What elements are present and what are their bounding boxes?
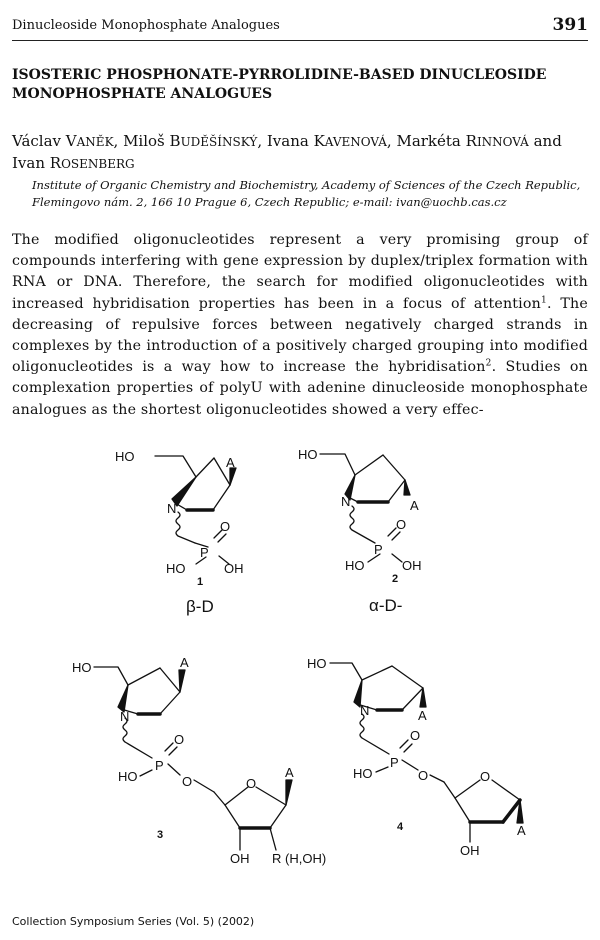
label-p: P	[374, 542, 383, 557]
paper-title	[12, 66, 588, 104]
chemical-scheme	[0, 430, 600, 880]
label-ho: HO	[307, 656, 327, 671]
label-n: N	[120, 709, 130, 724]
label-ho: HO	[115, 449, 135, 464]
label-o: O	[246, 776, 257, 791]
label-p: P	[155, 758, 164, 773]
label-o: O	[174, 732, 185, 747]
label-n: N	[167, 501, 177, 516]
label-o: O	[410, 728, 421, 743]
stereo-label-beta: β-D	[186, 597, 214, 616]
reference-1: 1	[541, 294, 547, 305]
label-o: O	[182, 774, 193, 789]
structure-compound-2	[320, 454, 410, 562]
compound-number-3: 3	[157, 829, 164, 841]
label-o: O	[220, 519, 231, 534]
label-r-group: R (H,OH)	[272, 851, 327, 866]
compound-number-2: 2	[392, 573, 399, 585]
title-line-1: ISOSTERIC PHOSPHONATE-PYRROLIDINE-BASED DINUCLEOSIDE	[12, 67, 547, 83]
label-o: O	[418, 768, 429, 783]
label-n: N	[360, 703, 370, 718]
label-oh: OH	[230, 851, 250, 866]
structure-compound-4	[330, 663, 523, 842]
body-paragraph: The modified oligonucleotides represent a very promising group of compounds interfering with gene expression by duplex/triplex formation with RNA or DNA. Therefore, the search for modified oligonucleotides with increased hybridisation properties has been in a focus of attention$^1$. The decreasing of repulsive forces between negatively charged strands in complexes by the introduction of a positively charged grouping into modified oligonucleotides is a way how to increase the hybridisation$^2$. Studies on complexation properties of polyU with adenine dinucleoside monophosphate analogues as the shortest oligonucleotides showed a very effec-	[12, 232, 588, 418]
label-a: A	[418, 708, 427, 723]
label-p: P	[390, 755, 399, 770]
page-number: 391	[552, 15, 588, 35]
label-a: A	[180, 655, 189, 670]
label-o: O	[480, 769, 491, 784]
label-a: A	[410, 498, 419, 513]
affiliation	[32, 177, 588, 211]
title-line-2: MONOPHOSPHATE ANALOGUES	[12, 86, 273, 102]
label-ho: HO	[353, 766, 373, 781]
label-ho: HO	[72, 660, 92, 675]
compound-number-4: 4	[397, 821, 404, 833]
label-a: A	[517, 823, 526, 838]
label-n: N	[341, 494, 351, 509]
affiliation-line-2: Flemingovo nám. 2, 166 10 Prague 6, Czech Republic; e-mail: ivan@uochb.cas.cz	[32, 195, 507, 209]
footer-series: Collection Symposium Series (Vol. 5) (2002)	[12, 915, 255, 928]
compound-number-1: 1	[197, 576, 204, 588]
affiliation-line-1: Institute of Organic Chemistry and Biochemistry, Academy of Sciences of the Czech Republic,	[32, 178, 581, 192]
label-ho: HO	[298, 447, 318, 462]
label-a: A	[226, 455, 235, 470]
running-title: Dinucleoside Monophosphate Analogues	[12, 18, 280, 33]
header-rule	[12, 40, 588, 41]
structure-compound-3	[94, 667, 292, 850]
label-p: P	[200, 545, 209, 560]
label-oh: OH	[224, 561, 244, 576]
author-list: Václav VANĚK, Miloš BUDĚŠÍNSKÝ, Ivana KAVENOVÁ, Markéta RINNOVÁ and Ivan ROSENBERG	[12, 132, 562, 172]
reference-2: 2	[485, 358, 492, 369]
label-ho: HO	[118, 769, 138, 784]
label-oh: OH	[402, 558, 422, 573]
label-oh: OH	[460, 843, 480, 858]
stereo-label-alpha: α-D-	[369, 596, 403, 615]
label-ho: HO	[166, 561, 186, 576]
label-ho: HO	[345, 558, 365, 573]
label-a: A	[285, 765, 294, 780]
label-o: O	[396, 517, 407, 532]
